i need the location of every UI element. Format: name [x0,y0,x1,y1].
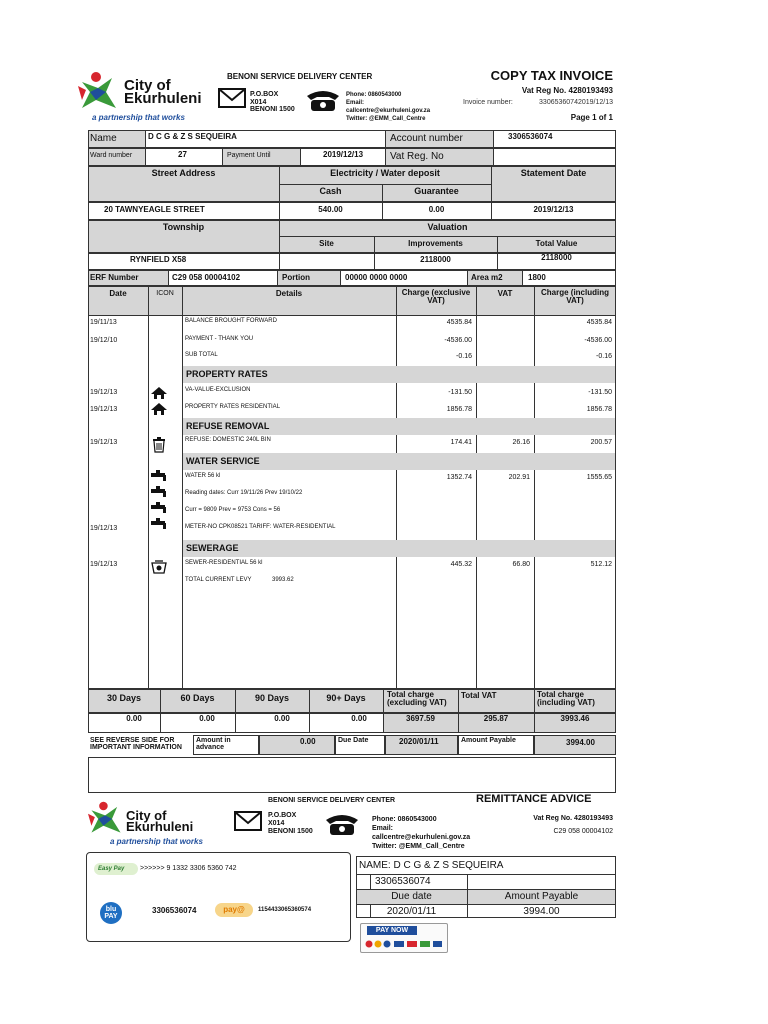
remit-po-l3: BENONI 1500 [268,828,313,835]
aging-90plus: 0.00 [351,714,367,723]
brand-line1: City of [124,77,171,94]
name-label: Name [90,133,117,144]
service-center: BENONI SERVICE DELIVERY CENTER [227,72,373,81]
row7-details: WATER 56 kl [185,473,221,479]
remit-erf: C29 058 00004102 [553,828,613,835]
total-vat-label: Total VAT [461,691,497,700]
remit-payable-label: Amount Payable [504,891,579,902]
statement-date-label: Statement Date [520,168,587,178]
portion: 00000 0000 0000 [345,273,408,282]
envelope-icon [218,88,246,108]
total-value-label: Total Value [535,239,578,248]
township: RYNFIELD X58 [130,255,187,264]
due-date-label: Due Date [338,737,369,744]
blu-pay-logo [100,902,122,924]
portion-label: Portion [282,273,310,282]
row11-date: 19/12/13 [90,561,118,568]
row1-details: BALANCE BROUGHT FORWARD [185,318,277,324]
tap-icon [149,469,169,533]
envelope-icon [234,811,262,831]
remit-name: NAME: D C G & Z S SEQUEIRA [359,860,504,871]
remit-po-l2: X014 [268,820,285,827]
page-number: Page 1 of 1 [570,113,613,122]
col-vat: VAT [497,289,513,298]
township-label: Township [162,222,205,232]
ward-number: 27 [178,150,187,159]
row4-excl: -131.50 [448,389,472,396]
telephone-icon [303,88,343,112]
aging-90-label: 90 Days [254,693,290,703]
twitter: Twitter: @EMM_Call_Centre [346,116,426,122]
total-vat: 295.87 [483,714,509,723]
row2-details: PAYMENT - THANK YOU [185,336,254,342]
invoice-label: Invoice number: [463,99,513,106]
erf-label: ERF Number [90,273,139,282]
remit-phone: Phone: 0860543000 [372,816,437,823]
row1-date: 19/11/13 [90,319,117,326]
account-number-label: Account number [390,133,463,144]
advance-amount: 0.00 [300,737,316,746]
remit-email: callcentre@ekurhuleni.gov.za [372,834,471,841]
po-box-l1: P.O.BOX [250,91,279,98]
col-icon: ICON [156,290,174,297]
easypay-brand: Easy Pay [98,866,125,872]
area: 1800 [528,273,546,282]
pay-now-button[interactable] [360,923,448,953]
message-box [88,757,616,793]
street-address: 20 TAWNYEAGLE STREET [104,205,205,214]
aging-30: 0.00 [126,714,142,723]
row11-vat: 66.80 [512,561,530,568]
aging-60: 0.00 [199,714,215,723]
doc-title: COPY TAX INVOICE [490,68,613,83]
phone: Phone: 0860543000 [346,92,402,98]
pay-now-label: PAY NOW [367,926,417,935]
row11-excl: 445.32 [450,561,472,568]
row6-incl: 200.57 [590,439,612,446]
total-excl: 3697.59 [406,714,435,723]
total-value: 2118000 [541,253,572,262]
amount-payable-label: Amount Payable [461,737,516,744]
row6-details: REFUSE: DOMESTIC 240L BIN [185,437,271,443]
deposit-label: Electricity / Water deposit [330,168,440,178]
row7-vat: 202.91 [508,474,530,481]
amount-payable: 3994.00 [566,738,595,747]
cash-label: Cash [319,186,342,196]
vat-reg: Vat Reg No. 4280193493 [521,86,613,95]
row7-excl: 1352.74 [446,474,472,481]
aging-60-label: 60 Days [180,693,215,703]
house-icon [150,402,168,416]
city-logo [86,800,216,840]
tagline: a partnership that works [92,113,185,122]
row5-incl: 1856.78 [586,406,612,413]
row9-details: Curr = 9809 Prev = 9753 Cons = 56 [185,507,281,513]
aging-30-label: 30 Days [106,693,142,703]
bin-icon [152,437,166,453]
advance-label: Amount in advance [196,737,231,751]
row3-incl: -0.16 [596,353,612,360]
row11-details: SEWER-RESIDENTIAL 56 kl [185,560,263,566]
sewer-icon [150,559,168,575]
remit-service-center: BENONI SERVICE DELIVERY CENTER [268,797,396,804]
pay-at-number: 1154433065360574 [258,907,312,913]
section-sewerage: SEWERAGE [183,540,615,557]
row8-details: Reading dates: Curr 19/11/26 Prev 19/10/22 [185,490,303,496]
see-reverse-note: SEE REVERSE SIDE FOR IMPORTANT INFORMATION [90,737,182,751]
site-label: Site [319,239,334,248]
account-number: 3306536074 [508,132,553,141]
card-logos-icon [365,939,443,949]
email-label: Email: [346,100,365,106]
remit-tagline: a partnership that works [110,837,203,846]
easypay-number: >>>>>> 9 1332 3306 5360 742 [140,865,237,872]
area-label: Area m2 [471,273,503,282]
cash-deposit: 540.00 [318,205,343,214]
aging-90: 0.00 [274,714,290,723]
remit-po-l1: P.O.BOX [268,812,297,819]
remit-twitter: Twitter: @EMM_Call_Centre [372,843,465,850]
vat-reg-label: Vat Reg. No [390,151,444,162]
po-box-l2: X014 [250,98,267,106]
po-box-l3: BENONI 1500 [250,106,295,113]
section-water-service: WATER SERVICE [183,453,615,470]
row10-details: METER-NO CPK08521 TARIFF: WATER-RESIDENTIAL [185,524,336,530]
remit-vat-reg: Vat Reg No. 4280193493 [533,815,613,822]
row6-excl: 174.41 [450,439,472,446]
remit-amount-payable: 3994.00 [523,906,560,917]
email: callcentre@ekurhuleni.gov.za [346,108,431,114]
row6-date: 19/12/13 [90,439,118,446]
street-label: Street Address [151,168,216,178]
payment-until-label: Payment Until [227,152,271,159]
row3-excl: -0.16 [456,353,472,360]
row5-excl: 1856.78 [446,406,472,413]
col-details: Details [275,289,303,298]
remit-email-label: Email: [372,825,394,832]
blu-pay-l2: PAY [104,913,118,920]
row2-excl: -4536.00 [444,337,472,344]
remit-account: 3306536074 [375,876,431,887]
col-excl: Charge (exclusive VAT) [401,288,471,305]
total-incl-label: Total charge (including VAT) [537,690,595,707]
col-date: Date [109,289,127,298]
telephone-icon [322,812,362,836]
pay-at-logo: pay@ [215,903,253,917]
row3-details: SUB TOTAL [185,352,218,358]
account-name: D C G & Z S SEQUEIRA [148,132,237,141]
guarantee-value: 0.00 [428,205,445,214]
statement-date: 2019/12/13 [533,205,574,214]
row2-date: 19/12/10 [90,337,118,344]
guarantee-label: Guarantee [414,186,459,196]
remit-due-date: 2020/01/11 [386,906,437,917]
row2-incl: -4536.00 [584,337,612,344]
section-property-rates: PROPERTY RATES [183,366,615,383]
row5-date: 19/12/13 [90,406,118,413]
easypay-logo [94,861,138,877]
col-incl: Charge (including VAT) [541,288,609,305]
aging-90plus-label: 90+ Days [326,693,366,703]
row4-date: 19/12/13 [90,389,118,396]
blu-pay-account: 3306536074 [152,906,197,915]
total-excl-label: Total charge (excluding VAT) [387,690,447,707]
row1-incl: 4535.84 [586,319,612,326]
blu-pay-l1: blu [105,906,117,913]
invoice-number: 33065360742019/12/13 [539,99,613,106]
payment-until: 2019/12/13 [323,150,364,159]
valuation-label: Valuation [427,222,468,232]
remit-due-label: Due date [391,891,432,902]
improvements: 2118000 [420,255,451,264]
section-refuse-removal: REFUSE REMOVAL [183,418,615,435]
row12-amount: 3993.62 [272,577,294,583]
row4-incl: -131.50 [588,389,612,396]
row5-details: PROPERTY RATES RESIDENTIAL [185,404,281,410]
improvements-label: Improvements [408,239,463,248]
due-date: 2020/01/11 [399,737,439,746]
erf-number: C29 058 00004102 [172,273,241,282]
row7-incl: 1555.65 [586,474,612,481]
row4-details: VA-VALUE-EXCLUSION [185,387,251,393]
row11-incl: 512.12 [590,561,612,568]
brand-line2: Ekurhuleni [124,90,202,107]
logo-emblem-icon [86,800,126,836]
row10-date: 19/12/13 [90,525,118,532]
remit-brand-line2: Ekurhuleni [126,819,194,834]
ward-label: Ward number [90,152,133,159]
house-icon [150,386,168,400]
row12-details: TOTAL CURRENT LEVY [185,577,252,583]
row1-excl: 4535.84 [446,319,472,326]
remit-brand-line1: City of [126,808,167,823]
logo-emblem-icon [76,70,122,112]
row6-vat: 26.16 [512,439,530,446]
total-incl: 3993.46 [560,714,590,723]
remittance-title: REMITTANCE ADVICE [476,793,592,805]
